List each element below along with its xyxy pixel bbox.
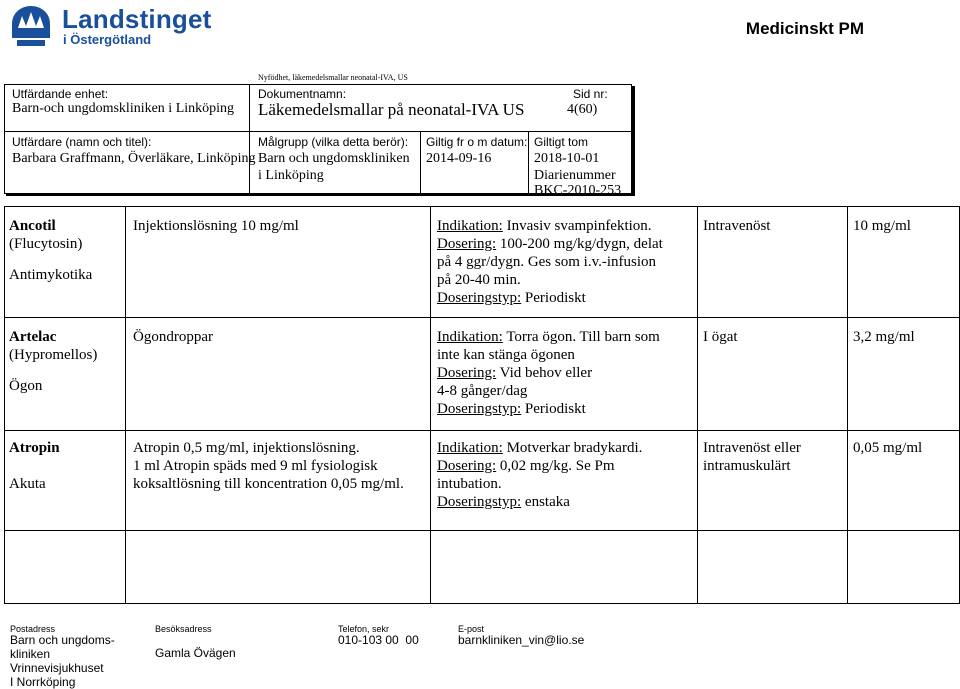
dosage-line2: 4-8 gånger/dag <box>437 383 528 399</box>
dosage-label: Dosering: <box>437 236 497 252</box>
drug-strength: 0,05 mg/ml <box>853 440 923 456</box>
drug-name: Atropin <box>9 440 60 456</box>
small-caption: Nyfödhet, läkemedelsmallar neonatal-IVA, US <box>258 73 408 82</box>
diary-label: Diarienummer <box>534 168 616 183</box>
indication-label: Indikation: <box>437 218 503 234</box>
target-value: Barn och ungdomskliniken i Linköping <box>258 151 410 183</box>
table-row <box>9 439 60 493</box>
drug-generic: (Flucytosin) <box>9 236 83 252</box>
issuer-value: Barbara Graffmann, Överläkare, Linköping <box>12 151 256 166</box>
valid-to-value: 2018-10-01 <box>534 151 600 166</box>
dosage-line1: Vid behov eller <box>499 365 593 381</box>
dosage-line1: 0,02 mg/kg. Se Pm <box>499 458 615 474</box>
postal-address <box>10 633 115 689</box>
dosage-type-text: Periodiskt <box>524 290 586 306</box>
logo <box>8 4 223 48</box>
drug-generic: (Hypromellos) <box>9 347 98 363</box>
landstinget-emblem-icon <box>8 4 54 48</box>
dosage-line3: på 20-40 min. <box>437 272 521 288</box>
postal-line: kliniken <box>10 647 51 661</box>
document-type: Medicinskt PM <box>745 19 864 38</box>
docname-value: Läkemedelsmallar på neonatal-IVA US <box>258 100 525 119</box>
dosage-type-label: Doseringstyp: <box>437 290 522 306</box>
form-line3: koksaltlösning till koncentration 0,05 mg/ml. <box>133 476 404 492</box>
drug-category: Akuta <box>9 476 46 492</box>
drug-category: Ögon <box>9 378 43 394</box>
diary-value: BKC-2010-253 <box>534 183 622 198</box>
valid-from-label: Giltig fr o m datum: <box>426 135 528 149</box>
drug-form <box>133 439 429 493</box>
header-shadow-right <box>632 86 635 196</box>
email-value: barnkliniken_vin@lio.se <box>458 633 585 647</box>
docname-label: Dokumentnamn: <box>258 87 347 101</box>
logo-title: Landstinget <box>62 4 212 34</box>
postal-line: I Norrköping <box>10 675 76 689</box>
dosage-label: Dosering: <box>437 365 497 381</box>
drug-instructions <box>437 439 695 511</box>
dosage-line1: 100-200 mg/kg/dygn, delat <box>499 236 663 252</box>
page-value: 4(60) <box>567 102 598 117</box>
route-line1: Intravenöst eller <box>703 440 801 456</box>
table-row <box>9 328 97 395</box>
dosage-type-label: Doseringstyp: <box>437 401 522 417</box>
indication-text: Motverkar bradykardi. <box>506 440 643 456</box>
visit-value: Gamla Övägen <box>155 646 236 660</box>
postal-label: Postadress <box>10 624 56 634</box>
valid-from-value: 2014-09-16 <box>426 151 492 166</box>
drug-route <box>703 439 801 475</box>
route-line2: intramuskulärt <box>703 458 791 474</box>
phone-value: 010-103 00 00 <box>338 633 419 647</box>
form-line1: Atropin 0,5 mg/ml, injektionslösning. <box>133 440 360 456</box>
drug-instructions <box>437 217 695 307</box>
drug-strength: 10 mg/ml <box>853 218 911 234</box>
dosage-type-text: Periodiskt <box>524 401 586 417</box>
table-row <box>9 217 92 284</box>
unit-label: Utfärdande enhet: <box>12 87 109 101</box>
drug-name: Ancotil <box>9 218 56 234</box>
page-label: Sid nr: <box>573 87 608 101</box>
drug-name: Artelac <box>9 329 57 345</box>
drug-form: Ögondroppar <box>133 329 213 345</box>
postal-line: Vrinnevisjukhuset <box>10 661 104 675</box>
drug-category: Antimykotika <box>9 267 93 283</box>
drug-form: Injektionslösning 10 mg/ml <box>133 218 299 234</box>
indication-label: Indikation: <box>437 329 503 345</box>
drug-instructions <box>437 328 695 418</box>
drug-route: Intravenöst <box>703 218 771 234</box>
valid-to-label: Giltigt tom <box>534 135 589 149</box>
target-label: Målgrupp (vilka detta berör): <box>258 135 409 149</box>
form-line2: 1 ml Atropin späds med 9 ml fysiologisk <box>133 458 378 474</box>
postal-line: Barn och ungdoms- <box>10 633 115 647</box>
email-label: E-post <box>458 624 485 634</box>
indication-label: Indikation: <box>437 440 503 456</box>
dosage-line2: på 4 ggr/dygn. Ges som i.v.-infusion <box>437 254 657 270</box>
drug-route: I ögat <box>703 329 738 345</box>
indication-text: Torra ögon. Till barn som <box>506 329 660 345</box>
header-box <box>4 84 632 198</box>
indication-line2: inte kan stänga ögonen <box>437 347 575 363</box>
logo-subtitle: i Östergötland <box>63 32 152 47</box>
visit-label: Besöksadress <box>155 624 212 634</box>
dosage-type-text: enstaka <box>524 494 570 510</box>
dosage-line2: intubation. <box>437 476 502 492</box>
phone-label: Telefon, sekr <box>338 624 390 634</box>
indication-text: Invasiv svampinfektion. <box>506 218 652 234</box>
dosage-type-label: Doseringstyp: <box>437 494 522 510</box>
issuer-label: Utfärdare (namn och titel): <box>12 135 152 149</box>
dosage-label: Dosering: <box>437 458 497 474</box>
unit-value: Barn-och ungdomskliniken i Linköping <box>12 101 235 116</box>
drug-strength: 3,2 mg/ml <box>853 329 915 345</box>
drug-table <box>4 206 960 604</box>
